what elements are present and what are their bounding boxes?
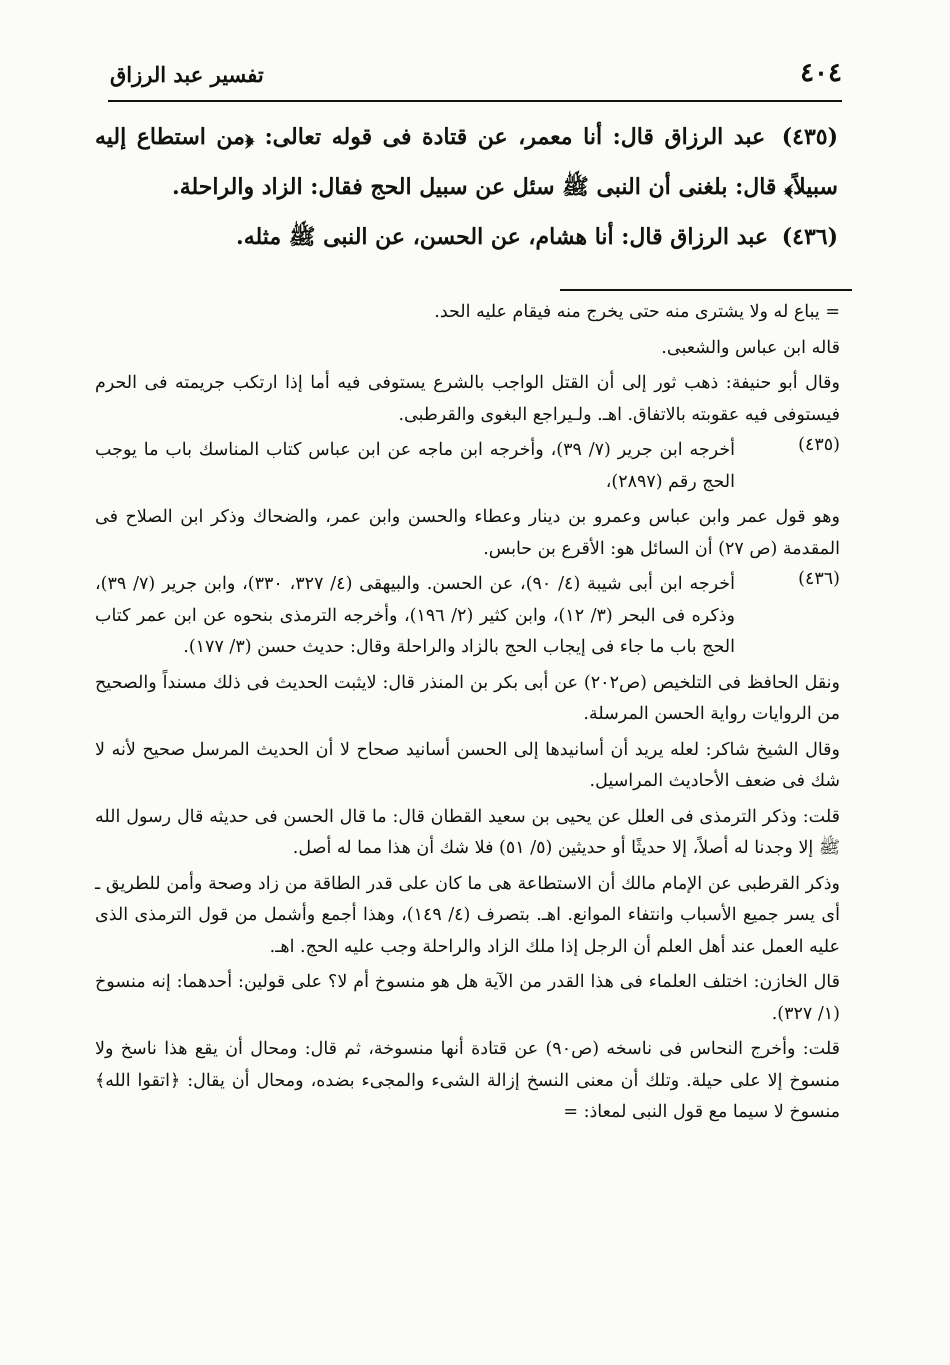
entry-number: (٤٣٦)	[781, 224, 838, 250]
entry-text: قال: بلغنى أن النبى ﷺ سئل عن سبيل الحج فقال: الزاد والراحلة.	[172, 174, 777, 200]
header-divider	[108, 100, 842, 102]
quran-verse: ﴿من استطاع إليه سبيلاً﴾	[95, 124, 838, 200]
footnote-text: قلت: وأخرج النحاس فى ناسخه (ص٩٠) عن قتادة أنها منسوخة، ثم قال: ومحال أن يقع هذا ناسخ ولا منسوخ إلا على حيلة. وتلك أن معنى النسخ إزالة الشىء والمجىء بضده، ومحال أن يقال: ﴿اتقوا الله﴾ منسوخ لا سيما مع قول النبى لمعاذ: =	[95, 1039, 840, 1122]
footnote-text: قلت: وذكر الترمذى فى العلل عن يحيى بن سعيد القطان قال: ما قال الحسن فى حديثه قال رسول الله ﷺ إلا وجدنا له أصلاً، إلا حديثًا أو حديثين (٥/ ٥١) فلا شك أن هذا مما له أصل.	[95, 806, 840, 858]
entry-number: (٤٣٥)	[781, 124, 838, 150]
footnotes	[95, 297, 840, 1129]
page-header	[110, 58, 842, 96]
entry-text: عبد الرزاق قال: أنا معمر، عن قتادة فى قوله تعالى:	[264, 124, 766, 150]
entry-text: عبد الرزاق قال: أنا هشام، عن الحسن، عن النبى ﷺ مثله.	[236, 224, 769, 250]
footnote-continuation: = يباع له ولا يشترى منه حتى يخرج منه فيقام عليه الحد.	[434, 302, 840, 322]
footnote-number: (٤٣٥)	[798, 435, 840, 455]
footnote-text: قال الخازن: اختلف العلماء فى هذا القدر من الآية هل هو منسوخ أم لا؟ على قولين: أحدهما: إنه منسوخ (١/ ٣٢٧).	[95, 972, 840, 1024]
footnote-text: أخرجه ابن جرير (٧/ ٣٩)، وأخرجه ابن ماجه عن ابن عباس كتاب المناسك باب ما يوجب الحج رقم (٢٨٩٧)،	[95, 440, 735, 492]
footnote-text: وهو قول عمر وابن عباس وعمرو بن دينار وعطاء والحسن وابن عمر، والضحاك وذكر ابن الصلاح فى المقدمة (ص ٢٧) أن السائل هو: الأقرع بن حابس.	[95, 507, 840, 559]
footnote-text: وقال الشيخ شاكر: لعله يريد أن أسانيدها إلى الحسن أسانيد صحاح لا أن الحديث المرسل صحيح لأنه لا شك فى ضعف الأحاديث المراسيل.	[95, 739, 840, 791]
footnote-text: وذكر القرطبى عن الإمام مالك أن الاستطاعة هى ما كان على قدر الطاقة من زاد وصحة وأمن للطريق ـ أى يسر جميع الأسباب وانتفاء الموانع. اهـ. بتصرف (٤/ ١٤٩)، وهذا أجمع وأشمل من قول الترمذى الذى عليه العمل عند أهل العلم أن الرجل إذا ملك الزاد والراحلة وجب عليه الحج. اهـ.	[95, 873, 840, 957]
footnote-text: أخرجه ابن أبى شيبة (٤/ ٩٠)، عن الحسن. والبيهقى (٤/ ٣٢٧، ٣٣٠)، وابن جرير (٧/ ٣٩)، وذكره فى البحر (٣/ ١٢)، وابن كثير (٢/ ١٩٦)، وأخرجه الترمذى بنحوه عن ابن عمر كتاب الحج باب ما جاء فى إيجاب الحج بالزاد والراحلة وقال: حديث حسن (٣/ ١٧٧).	[95, 574, 736, 657]
page-number: ٤٠٤	[800, 58, 842, 88]
footnote-continuation: قاله ابن عباس والشعبى.	[661, 337, 840, 358]
main-text	[95, 112, 838, 262]
footnote-number: (٤٣٦)	[798, 569, 840, 589]
footnote-435	[95, 435, 840, 498]
hadith-entry	[95, 112, 838, 212]
running-title: تفسير عبد الرزاق	[110, 62, 264, 87]
footnote-divider	[560, 289, 852, 291]
footnote-text: ونقل الحافظ فى التلخيص (ص٢٠٢) عن أبى بكر بن المنذر قال: لايثبت الحديث فى ذلك مسنداً والصحيح من الروايات رواية الحسن المرسلة.	[95, 672, 841, 724]
hadith-entry	[95, 212, 838, 262]
footnote-436	[95, 569, 840, 664]
footnote-continuation: وقال أبو حنيفة: ذهب ثور إلى أن القتل الواجب بالشرع يستوفى فيه أما إذا ارتكب جريمته فى الحرم فيستوفى فيه عقوبته بالاتفاق. اهـ. ولـيراجع البغوى والقرطبى.	[95, 373, 840, 425]
